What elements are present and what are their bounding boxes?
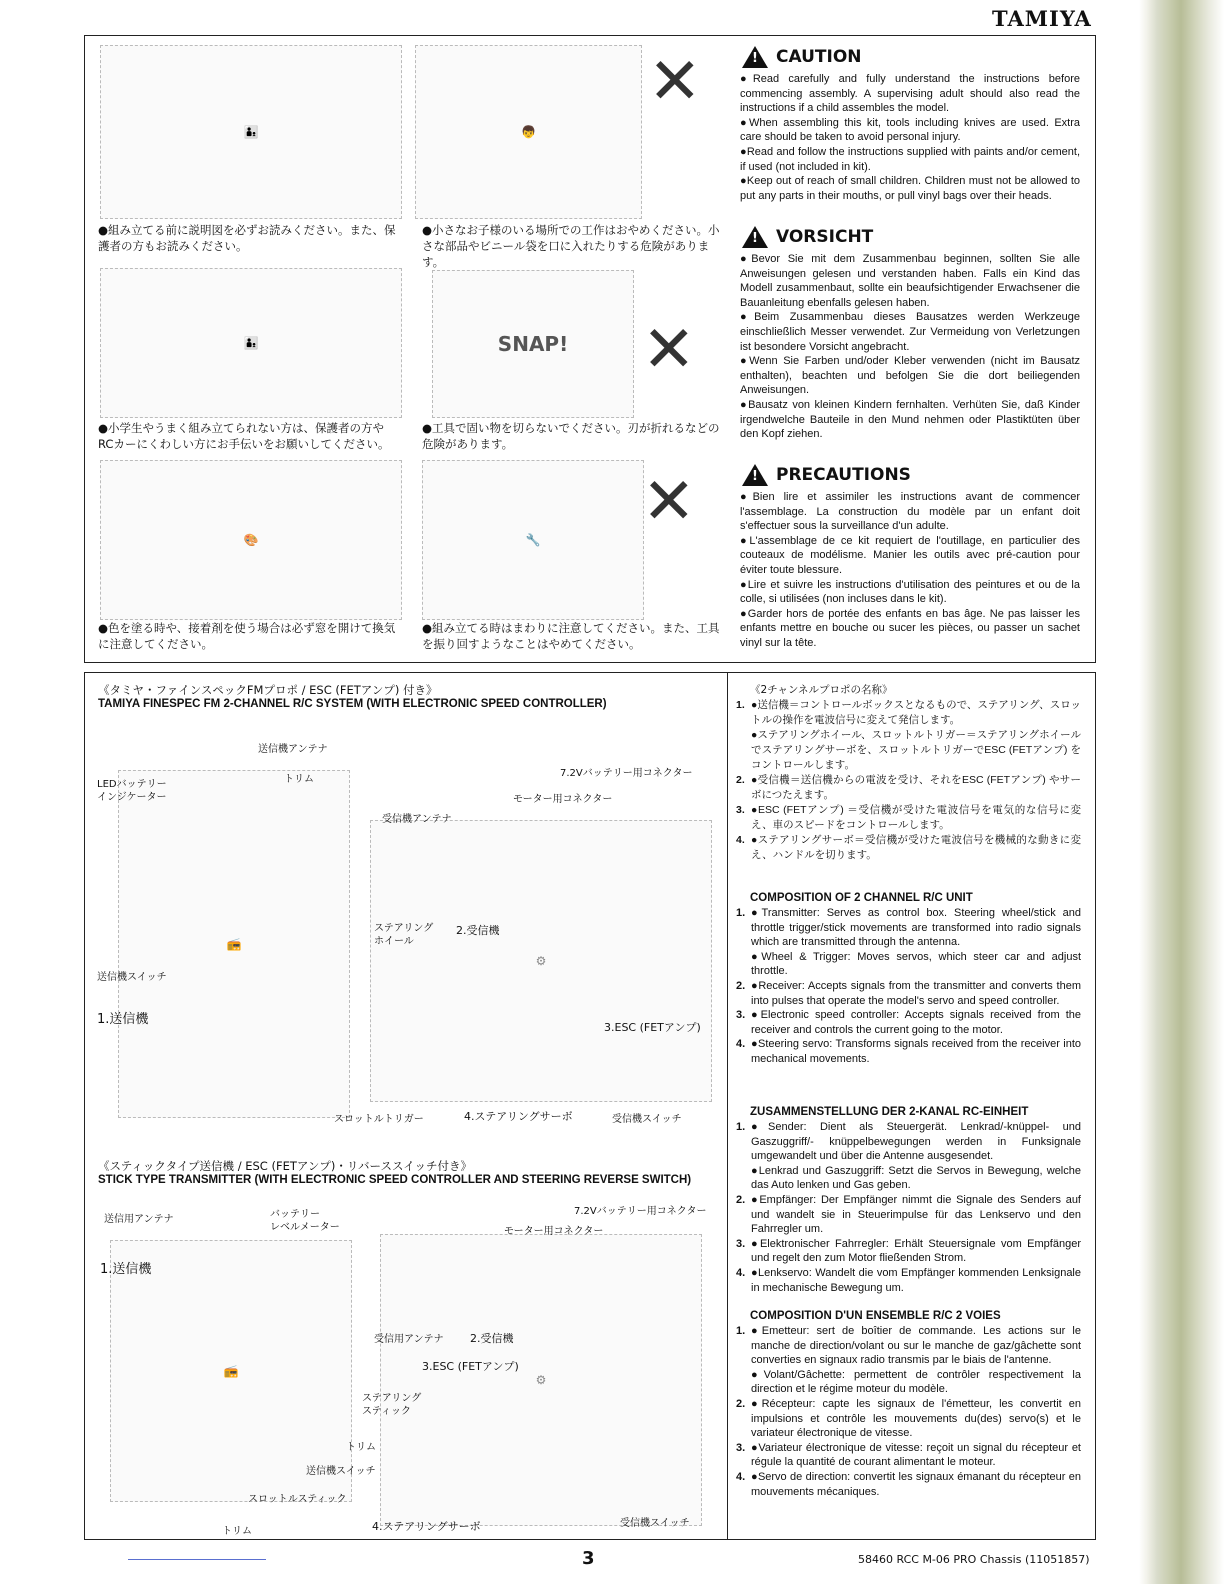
label-steering-servo-2: 4.ステアリングサーボ: [372, 1520, 481, 1533]
precautions-item: ●Garder hors de portée des enfants en bas âge. Ne pas laisser les enfants mettre en bouche ou sucer les pièces, ou passer un sachet vinyl sur la tête.: [740, 607, 1080, 649]
system2-title-jp: 《スティックタイプ送信機 / ESC (FETアンプ)・リバーススイッチ付き》: [98, 1159, 473, 1173]
illustration-small-children: 👦: [415, 45, 642, 219]
precautions-heading: [742, 464, 911, 486]
label-steering-wheel: ステアリング ホイール: [374, 923, 434, 947]
label-receiver-2: 2.受信機: [470, 1332, 514, 1345]
label-throttle-trigger: スロットルトリガー: [334, 1114, 424, 1125]
list-subitem: ●ステアリングホイール、スロットルトリガー＝ステアリングホイールでステアリングサーボを、スロットルトリガーでESC (FETアンプ) をコントロールします。: [751, 729, 1081, 771]
list-item: 1. ●Emetteur: sert de boîtier de commande. Les actions sur le manche de direction/volant ou sur le manche de gaz/gâchette sont converties en signaux radio transmis par le biais de l'antenne.: [736, 1325, 1081, 1367]
en-composition-list: [736, 906, 1081, 1067]
illustration-cutting-hard-objects: [432, 270, 634, 418]
x-mark-icon: ✕: [642, 313, 696, 387]
caution-item: ●Read carefully and fully understand the instructions before commencing assembly. A supervising adult should also read the instructions if a child assembles the model.: [740, 73, 1080, 115]
de-composition-list: [736, 1120, 1081, 1295]
precautions-item: ●Lire et suivre les instructions d'utilisation des peintures et ou de la colle, si utilisées (non incluses dans le kit).: [740, 578, 1080, 606]
vorsicht-heading: [742, 226, 873, 248]
vorsicht-item: ●Bevor Sie mit dem Zusammenbau beginnen, sollten Sie alle Anweisungen gelesen und verstanden haben. Falls ein Kind das Modell zusammenbaut, sollte ein beaufsichtigender Erwachsener die Bauanleitung ebenfalls gelesen haben.: [740, 253, 1080, 309]
label-battery-connector: 7.2Vバッテリー用コネクター: [560, 768, 693, 779]
jp-names-title: 《2チャンネルプロポの名称》: [750, 684, 893, 696]
fr-composition-title: COMPOSITION D'UN ENSEMBLE R/C 2 VOIES: [750, 1310, 1001, 1322]
precautions-title: PRECAUTIONS: [776, 465, 911, 485]
list-item: 4. ●Lenkservo: Wandelt die vom Empfänger kommenden Lenksignale in mechanische Bewegung um.: [736, 1266, 1081, 1294]
caution-item: ●Read and follow the instructions supplied with paints and/or cement, if used (not included in kit).: [740, 145, 1080, 173]
caption-3: ●小学生やうまく組み立てられない方は、保護者の方やRCカーにくわしい方にお手伝いをお願いしてください。: [98, 421, 390, 451]
illustration-painting-ventilation: 🎨: [100, 460, 402, 620]
x-mark-icon: ✕: [642, 465, 696, 539]
list-item: 2. ●Receiver: Accepts signals from the transmitter and converts them into pulses that operate the model's servo and speed controller.: [736, 979, 1081, 1007]
list-item: 3. ●ESC (FETアンプ) ＝受信機が受けた電波信号を電気的な信号に変え、車のスピードをコントロールします。: [736, 804, 1081, 831]
list-item: 4. ●Steering servo: Transforms signals received from the receiver into mechanical movements.: [736, 1038, 1081, 1065]
precautions-text: [740, 490, 1080, 651]
vorsicht-text: [740, 252, 1080, 442]
label-battery-connector-2: 7.2Vバッテリー用コネクター: [574, 1206, 707, 1217]
list-item: 1. ●送信機＝コントロールボックスとなるもので、ステアリング、スロットルの操作を電波信号に変えて発信します。: [736, 699, 1081, 726]
en-composition-title: COMPOSITION OF 2 CHANNEL R/C UNIT: [750, 892, 973, 904]
illustration-swinging-tools: 🔧: [422, 460, 644, 620]
list-item: 2. ●Récepteur: capte les signaux de l'émetteur, les convertit en impulsions et contrôle les mouvements du(des) servo(s) et le variateur électronique de vitesse.: [736, 1397, 1081, 1440]
label-trim-3: トリム: [222, 1526, 252, 1537]
label-rx-switch: 受信機スイッチ: [612, 1114, 682, 1125]
list-subitem: ●Wheel & Trigger: Moves servos, which steer car and adjust throttle.: [751, 950, 1081, 978]
vorsicht-title: VORSICHT: [776, 227, 874, 247]
caption-4: ●工具で固い物を切らないでください。刃が折れるなどの危険があります。: [422, 421, 720, 451]
warning-triangle-icon: [742, 226, 768, 248]
jp-names-list: [736, 698, 1081, 863]
vorsicht-item: ●Beim Zusammenbau dieses Bausatzes werden Werkzeuge einschließlich Messer verwendet. Zur Vermeidung von Verletzungen ist besondere Vorsicht angebracht.: [740, 311, 1080, 353]
label-tx-switch: 送信機スイッチ: [97, 972, 167, 983]
label-tx-switch-2: 送信機スイッチ: [306, 1466, 376, 1477]
document-info: 58460 RCC M-06 PRO Chassis (11051857): [858, 1553, 1090, 1566]
fr-composition-list: [736, 1324, 1081, 1499]
system2-title-en: STICK TYPE TRANSMITTER (WITH ELECTRONIC SPEED CONTROLLER AND STEERING REVERSE SWITCH): [98, 1174, 692, 1186]
system1-title-jp: 《タミヤ・ファインスペックFMプロポ / ESC (FETアンプ) 付き》: [98, 683, 438, 697]
wheel-transmitter-diagram: 📻: [118, 770, 350, 1118]
vorsicht-item: ●Bausatz von kleinen Kindern fernhalten. Verhüten Sie, daß Kinder irgendwelche Bauteile in den Mund nehmen oder Plastiktüten über den Kopf ziehen.: [740, 398, 1080, 441]
caution-item: ●When assembling this kit, tools including knives are used. Extra care should be taken to avoid personal injury.: [740, 116, 1080, 144]
label-trim-2: トリム: [346, 1442, 376, 1453]
label-throttle-stick: スロットルスティック: [248, 1494, 347, 1505]
list-item: 2. ●Empfänger: Der Empfänger nimmt die Signale des Senders auf und wandelt sie in Steuerimpulse für das Lenkservo und den Fahrregler um.: [736, 1193, 1081, 1236]
x-mark-icon: ✕: [648, 45, 702, 119]
binding-edge: [1139, 0, 1224, 1584]
system1-title-en: TAMIYA FINESPEC FM 2-CHANNEL R/C SYSTEM (WITH ELECTRONIC SPEED CONTROLLER): [98, 698, 607, 710]
caption-2: ●小さなお子様のいる場所での工作はおやめください。小さな部品やビニール袋を口に入れたりする危険があります。: [422, 223, 720, 269]
panel-divider: [727, 672, 728, 1540]
brand-logo: TAMIYA: [992, 6, 1092, 31]
caution-title: CAUTION: [776, 47, 862, 67]
label-rx-switch-2: 受信機スイッチ: [620, 1518, 690, 1529]
list-item: 2. ●受信機＝送信機からの電波を受け、それをESC (FETアンプ) やサーボにつたえます。: [736, 774, 1081, 801]
vorsicht-item: ●Wenn Sie Farben und/oder Kleber verwenden (nicht im Bausatz enthalten), beachten und befolgen Sie die dort beiliegenden Anweisungen.: [740, 355, 1080, 397]
caution-item: ●Keep out of reach of small children. Children must not be allowed to put any parts in their mouths, or pull vinyl bags over their heads.: [740, 175, 1080, 202]
list-item: 4. ●ステアリングサーボ＝受信機が受けた電波信号を機械的な動きに変え、ハンドルを切ります。: [736, 834, 1081, 861]
receiver-esc-servo-diagram-2: ⚙: [380, 1234, 702, 1526]
label-led-indicator: LEDバッテリー インジケーター: [97, 779, 167, 803]
list-item: 1. ●Transmitter: Serves as control box. Steering wheel/stick and throttle trigger/stick movements are transformed into radio signals which are transmitted through the antenna.: [736, 907, 1081, 949]
label-esc-2: 3.ESC (FETアンプ): [422, 1360, 519, 1373]
page-number: 3: [582, 1548, 595, 1569]
label-steering-servo: 4.ステアリングサーボ: [464, 1110, 573, 1123]
list-item: 3. ●Elektronischer Fahrregler: Erhält Steuersignale vom Empfänger und regelt den zum Motor fließenden Strom.: [736, 1237, 1081, 1265]
warning-triangle-icon: [742, 464, 768, 486]
list-item: 4. ●Servo de direction: convertit les signaux émanant du récepteur en mouvements mécaniques.: [736, 1470, 1081, 1498]
caption-5: ●色を塗る時や、接着剤を使う場合は必ず窓を開けて換気に注意してください。: [98, 621, 396, 651]
caution-text: [740, 72, 1080, 203]
label-transmitter: 1.送信機: [97, 1012, 149, 1027]
label-motor-connector: モーター用コネクター: [513, 794, 613, 805]
list-subitem: ●Lenkrad und Gaszuggriff: Setzt die Servos in Bewegung, welche das Auto lenken und Gas geben.: [751, 1164, 1081, 1192]
illustration-parent-helping: 👨‍👦: [100, 268, 402, 418]
illustration-reading-instructions: 👨‍👦: [100, 45, 402, 219]
caption-1: ●組み立てる前に説明図を必ずお読みください。また、保護者の方もお読みください。: [98, 223, 396, 253]
footer-underline: [128, 1559, 266, 1560]
label-esc: 3.ESC (FETアンプ): [604, 1021, 701, 1034]
de-composition-title: ZUSAMMENSTELLUNG DER 2-KANAL RC-EINHEIT: [750, 1106, 1029, 1118]
precautions-item: ●L'assemblage de ce kit requiert de l'outillage, en particulier des couteaux de modélisme. Manier les outils avec pré-caution pour éviter toute blessure.: [740, 534, 1080, 576]
label-transmitter-2: 1.送信機: [100, 1262, 152, 1277]
list-item: 3. ●Electronic speed controller: Accepts signals received from the receiver and controls the current going to the motor.: [736, 1009, 1081, 1036]
label-trim: トリム: [284, 774, 314, 785]
label-rx-antenna-2: 受信用アンテナ: [374, 1334, 444, 1345]
precautions-item: ●Bien lire et assimiler les instructions avant de commencer l'assemblage. La construction du modèle par un enfant doit s'effectuer sous la surveillance d'un adulte.: [740, 491, 1080, 533]
caution-heading: [742, 46, 862, 68]
warning-triangle-icon: [742, 46, 768, 68]
stick-transmitter-diagram: 📻: [110, 1240, 352, 1502]
label-steering-stick: ステアリング スティック: [362, 1393, 422, 1417]
list-subitem: ●Volant/Gâchette: permettent de contrôler respectivement la direction et le régime moteur du modèle.: [751, 1368, 1081, 1396]
label-rx-antenna: 受信機アンテナ: [382, 814, 452, 825]
list-item: 3. ●Variateur électronique de vitesse: reçoit un signal du récepteur et régule la quantité de courant alimentant le moteur.: [736, 1441, 1081, 1469]
caption-6: ●組み立てる時はまわりに注意してください。また、工具を振り回すようなことはやめてください。: [422, 621, 720, 651]
list-item: 1. ●Sender: Dient als Steuergerät. Lenkrad/-knüppel- und Gaszuggriff/- knüppelbewegungen werden in Funksignale umgewandelt und über die Antenne ausgesendet.: [736, 1121, 1081, 1163]
label-tx-antenna-2: 送信用アンテナ: [104, 1214, 174, 1225]
label-receiver: 2.受信機: [456, 924, 500, 937]
label-motor-connector-2: モーター用コネクター: [504, 1226, 604, 1237]
label-battery-meter: バッテリー レベルメーター: [270, 1209, 340, 1233]
snap-text: SNAP!: [497, 332, 569, 356]
label-tx-antenna: 送信機アンテナ: [258, 744, 328, 755]
receiver-esc-servo-diagram-1: ⚙: [370, 820, 712, 1102]
